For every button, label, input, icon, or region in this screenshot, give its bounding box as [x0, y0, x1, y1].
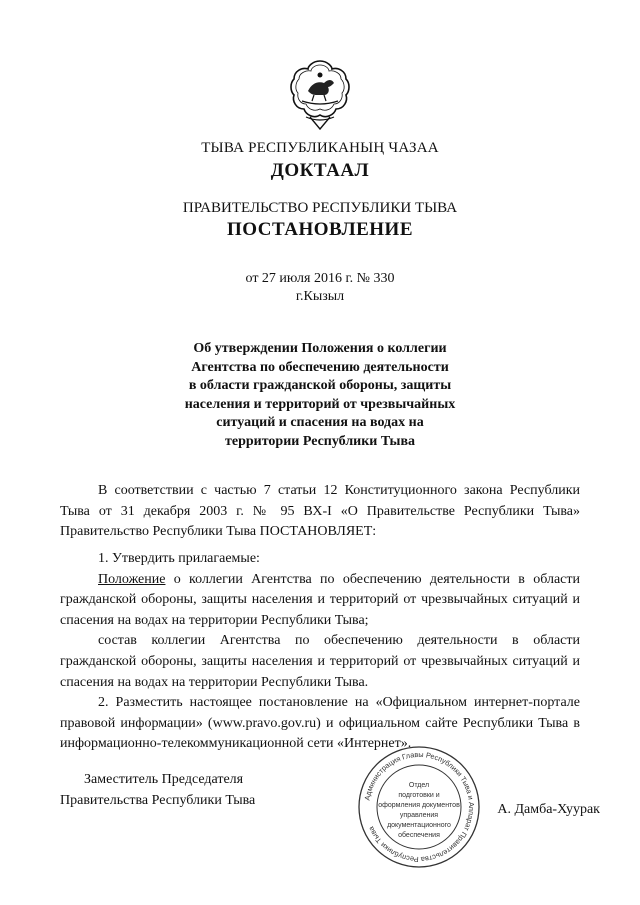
- title-line: населения и территорий от чрезвычайных: [184, 396, 456, 412]
- signatory-name: А. Дамба-Хуурак: [497, 802, 600, 817]
- russian-doc-type: ПОСТАНОВЛЕНИЕ: [226, 219, 414, 240]
- stamp-center-line: подготовки и: [398, 792, 440, 799]
- date-and-number: от 27 июля 2016 г. № 330: [245, 271, 395, 286]
- document-title: [150, 340, 490, 452]
- stamp-ring-text: Администрация Главы Республики Тыва и Аппарат Правительства Республики Тыва: [362, 749, 477, 865]
- regulation-link[interactable]: Положение: [98, 571, 166, 587]
- intro-section: [60, 481, 580, 543]
- official-stamp: [357, 745, 481, 869]
- position-line-2: Правительства Республики Тыва: [60, 792, 256, 808]
- stamp-center-line: управления: [399, 812, 439, 819]
- stamp-center-line: Отдел: [408, 782, 430, 789]
- item-2: 2. Разместить настоящее постановление на «Официальном интернет-портале правовой информации» (www.pravo.gov.ru) и официальном сайте Республики Тыва в информационно-телекоммуникационной сети «Интернет».: [60, 695, 580, 752]
- tuvan-doc-type: ДОКТААЛ: [270, 160, 370, 181]
- tuvan-government-title: ТЫВА РЕСПУБЛИКАНЫҢ ЧАЗАА: [201, 140, 439, 156]
- stamp-center-line: оформления документов: [378, 802, 460, 809]
- intro-paragraph: В соответствии с частью 7 статьи 12 Конституционного закона Республики Тыва от 31 декабря 2003 г. № 95 ВХ-I «О Правительстве Республики Тыва» Правительство Республики Тыва ПОСТАНОВЛЯЕТ:: [60, 483, 580, 540]
- resolution-items: [60, 549, 580, 755]
- title-line: Об утверждении Положения о коллегии: [193, 341, 447, 356]
- city: г.Кызыл: [295, 289, 345, 304]
- coat-of-arms-emblem: [288, 57, 352, 133]
- stamp-center-line: документационного: [387, 822, 451, 829]
- title-line: в области гражданской обороны, защиты: [188, 378, 452, 394]
- russian-government-title: ПРАВИТЕЛЬСТВО РЕСПУБЛИКИ ТЫВА: [182, 200, 458, 216]
- stamp-center-line: обеспечения: [398, 832, 440, 839]
- position-line-1: Заместитель Председателя: [84, 772, 244, 787]
- title-line: ситуаций и спасения на водах на: [216, 415, 424, 431]
- item-1-sub-a: [60, 570, 580, 632]
- item-1-lead: 1. Утвердить прилагаемые:: [98, 551, 260, 566]
- title-line: Агентства по обеспечению деятельности: [191, 359, 449, 375]
- signatory-position: [60, 770, 255, 811]
- item-1-sub-b: состав коллегии Агентства по обеспечению деятельности в области гражданской обороны, защиты населения и территорий от чрезвычайных ситуаций и спасения на водах на территории Республики Тыва.: [60, 633, 580, 690]
- item-1-sub-a-text: о коллегии Агентства по обеспечению деятельности в области гражданской обороны, защиты населения и территорий от чрезвычайных ситуаций и спасения на водах на территории Республики Тыва;: [60, 571, 580, 628]
- title-line: территории Республики Тыва: [224, 433, 416, 449]
